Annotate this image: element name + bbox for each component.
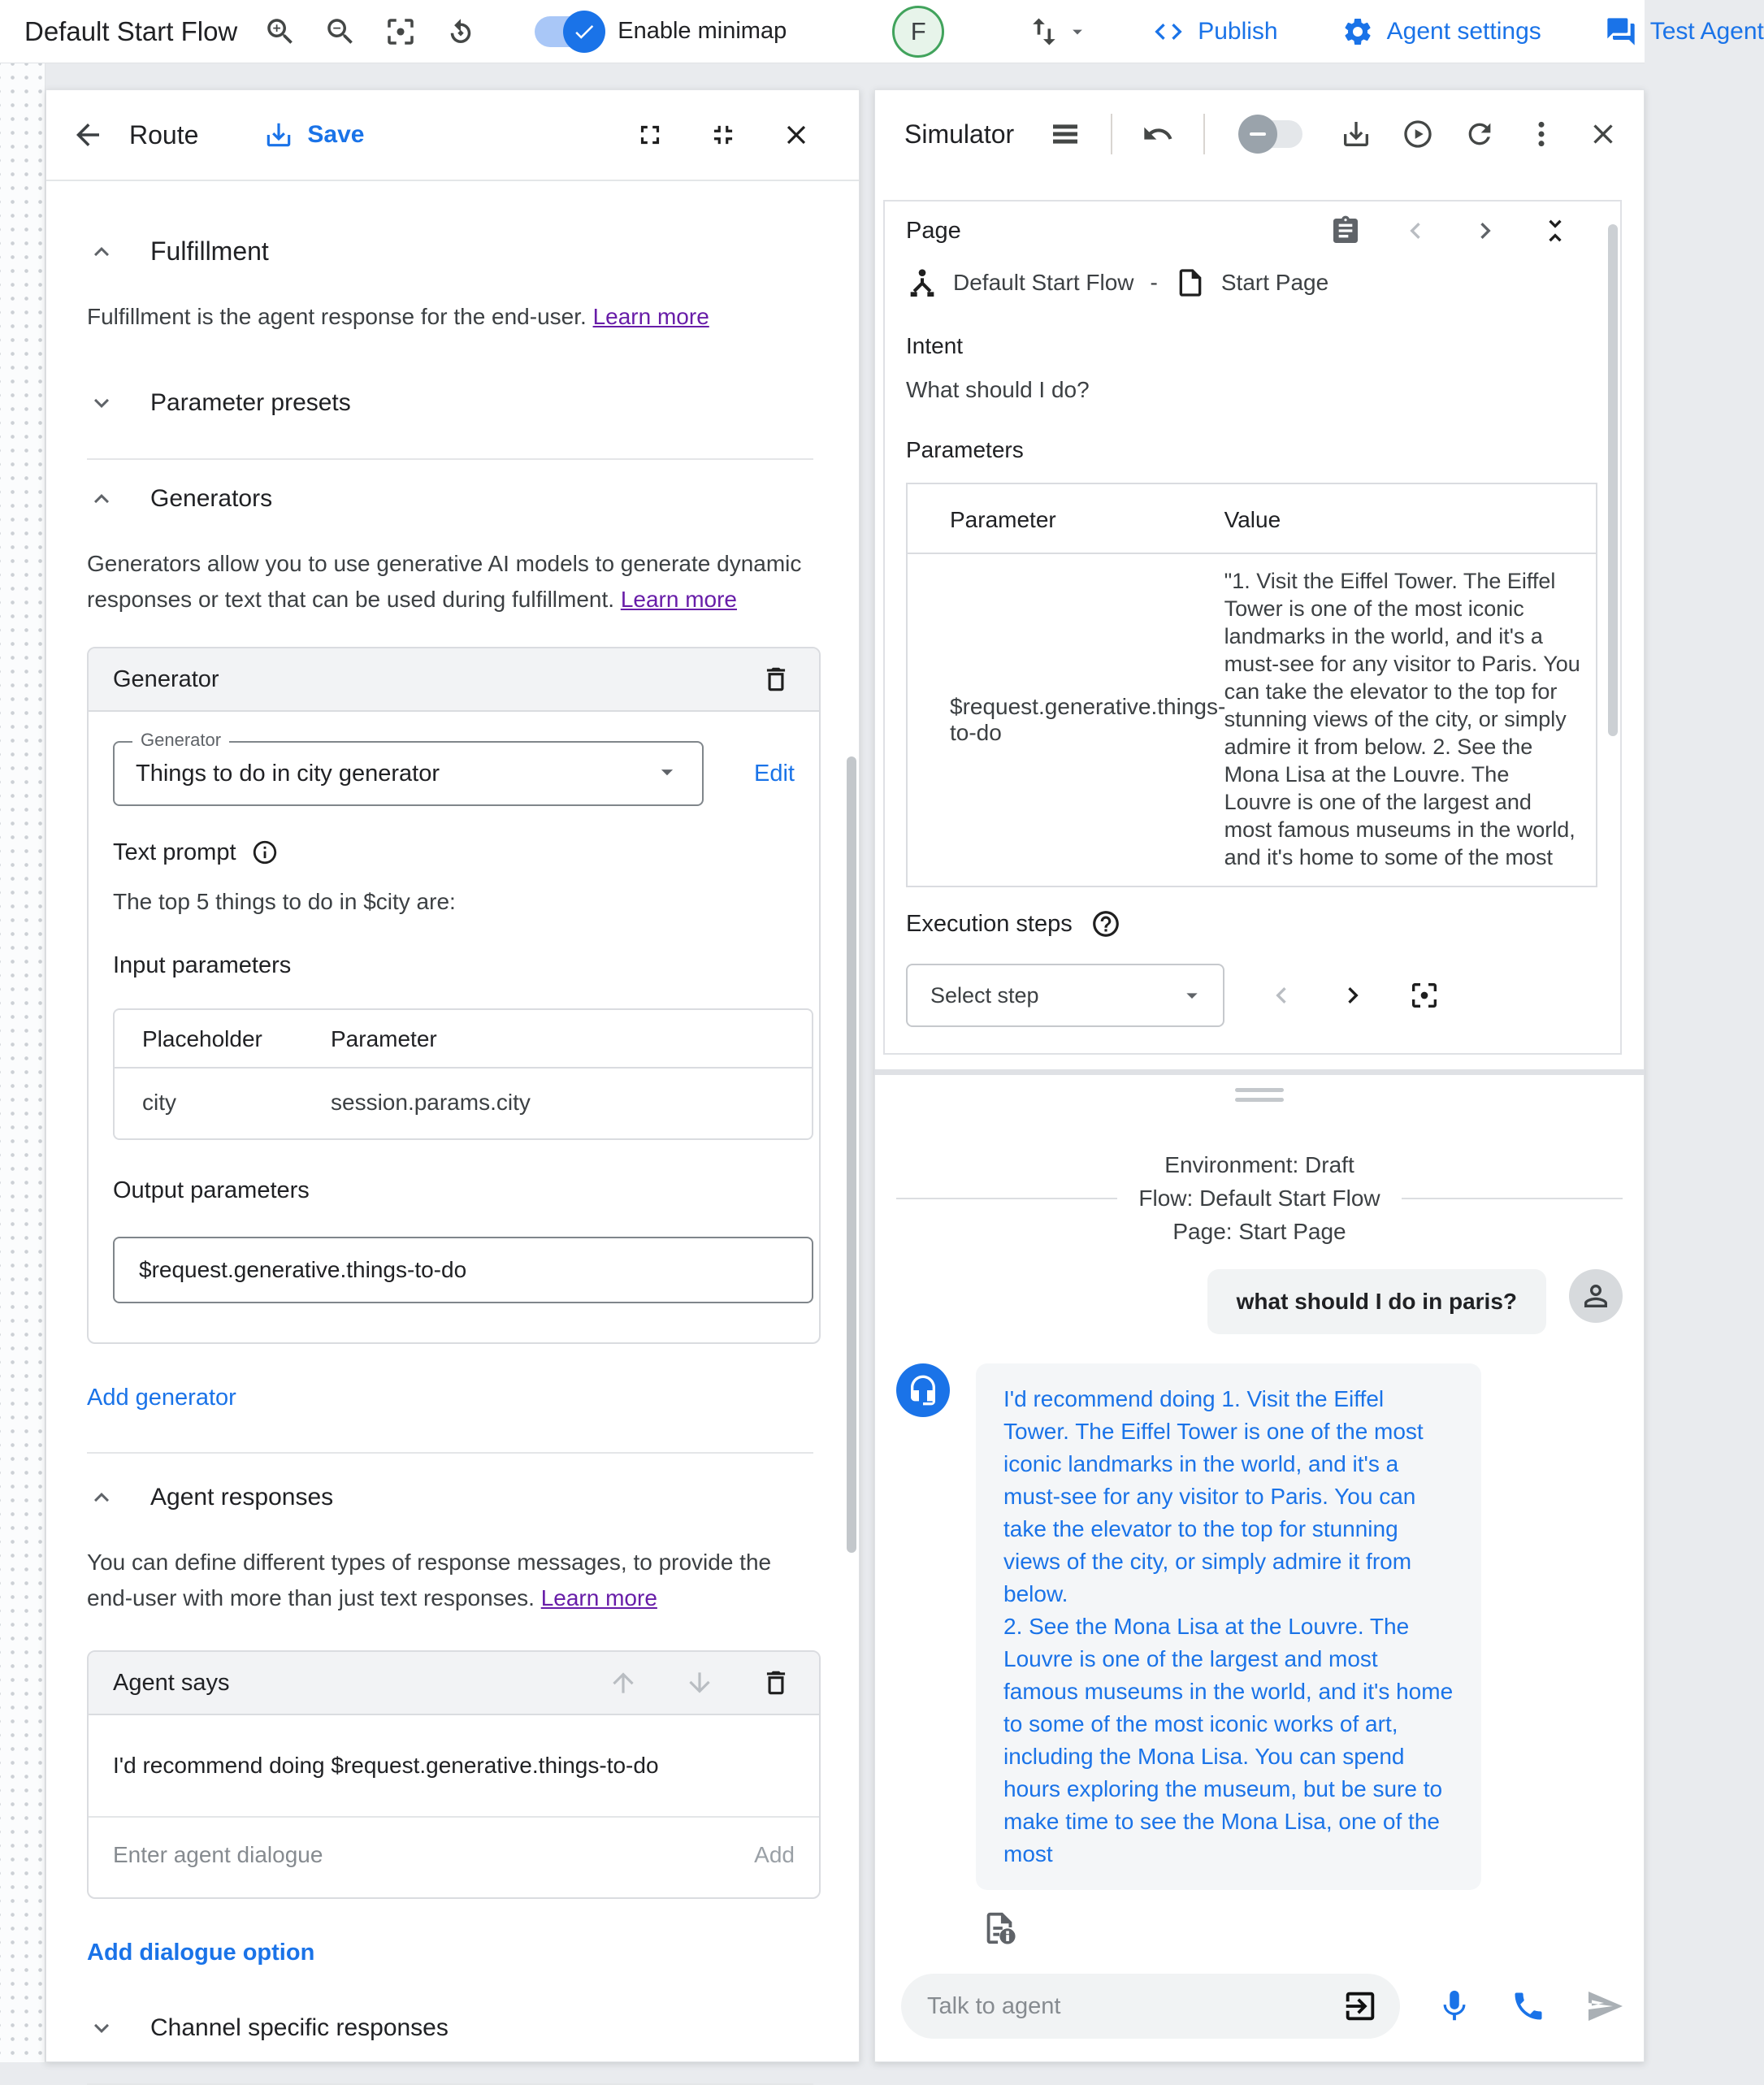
generators-section-header[interactable] xyxy=(87,484,813,514)
output-parameter-field[interactable]: $request.generative.things-to-do xyxy=(113,1237,813,1303)
gear-icon xyxy=(1341,15,1374,48)
phone-icon[interactable] xyxy=(1510,1988,1546,2024)
environment-line: Environment: Draft xyxy=(1164,1152,1354,1177)
zoom-out-icon[interactable] xyxy=(323,15,358,49)
collapse-icon[interactable] xyxy=(1539,215,1571,247)
chevron-down-icon xyxy=(87,2013,116,2043)
generator-card-header xyxy=(89,648,819,712)
input-table-col1-header: Placeholder xyxy=(142,1026,262,1051)
table-row xyxy=(908,554,1596,886)
avatar[interactable]: F xyxy=(892,6,944,58)
parameters-label: Parameters xyxy=(906,437,1024,462)
user-avatar xyxy=(1569,1269,1623,1323)
chevron-down-icon xyxy=(1066,20,1089,43)
output-parameters-label: Output parameters xyxy=(113,1177,310,1203)
dropdown-caret-icon xyxy=(1179,982,1205,1008)
simulator-toggle[interactable] xyxy=(1242,120,1302,148)
table-row[interactable] xyxy=(115,1069,812,1138)
page-icon xyxy=(1174,267,1207,299)
headset-icon xyxy=(907,1374,939,1407)
save-icon xyxy=(263,119,294,150)
generator-card-title: Generator xyxy=(113,665,219,692)
param-table-col2-header: Value xyxy=(1224,507,1281,532)
chevron-up-icon xyxy=(87,237,116,267)
agent-dialogue-input-row xyxy=(89,1818,819,1897)
route-panel xyxy=(46,89,860,2062)
response-info-button[interactable] xyxy=(981,1909,1623,1951)
agent-dialogue-value[interactable]: I'd recommend doing $request.generative.things-to-do xyxy=(89,1715,819,1818)
mic-icon[interactable] xyxy=(1436,1987,1473,2025)
chat-input-pill xyxy=(901,1974,1400,2039)
person-icon xyxy=(1579,1279,1613,1313)
page-card xyxy=(883,200,1622,1055)
agent-responses-heading: Agent responses xyxy=(150,1484,334,1511)
input-parameters-table xyxy=(113,1008,813,1140)
generator-select-value: Things to do in city generator xyxy=(136,760,440,787)
flow-icon xyxy=(906,267,938,299)
route-panel-title: Route xyxy=(129,119,199,150)
panel-splitter[interactable] xyxy=(874,1069,1645,1075)
clipboard-icon[interactable] xyxy=(1329,215,1362,247)
agent-says-title: Agent says xyxy=(113,1669,230,1696)
intent-label: Intent xyxy=(906,333,964,358)
send-icon[interactable] xyxy=(1585,1987,1624,2026)
channel-specific-section-header[interactable] xyxy=(87,2013,813,2043)
breadcrumb-separator: - xyxy=(1150,270,1158,295)
chat-input-row xyxy=(901,1974,1624,2039)
focus-step-icon[interactable] xyxy=(1408,979,1441,1012)
intent-value: What should I do? xyxy=(906,377,1090,402)
parameter-presets-section-header[interactable] xyxy=(87,388,813,418)
toolbar-divider xyxy=(1203,114,1205,154)
flow-canvas[interactable] xyxy=(0,63,46,2062)
talk-to-agent-input[interactable] xyxy=(927,1993,1341,2020)
parameters-table xyxy=(906,483,1597,887)
flow-title: Default Start Flow xyxy=(24,15,238,46)
generator-select[interactable] xyxy=(113,730,704,806)
publish-label: Publish xyxy=(1198,17,1278,45)
agent-says-card xyxy=(87,1650,821,1899)
play-icon[interactable] xyxy=(1402,118,1434,150)
agent-avatar xyxy=(896,1363,950,1417)
add-dialogue-option-button[interactable]: Add dialogue option xyxy=(87,1940,315,1966)
exit-fullscreen-icon[interactable] xyxy=(708,119,739,150)
section-divider xyxy=(87,458,813,460)
param-table-col1-header: Parameter xyxy=(950,507,1056,532)
environment-banner xyxy=(896,1148,1623,1248)
generator-card xyxy=(87,647,821,1344)
fulfillment-description xyxy=(87,299,813,335)
user-message-bubble: what should I do in paris? xyxy=(1207,1269,1546,1334)
generator-select-label: Generator xyxy=(132,730,229,751)
simulator-panel xyxy=(874,89,1645,2062)
topbar xyxy=(0,0,1764,63)
info-icon[interactable] xyxy=(251,839,279,866)
agent-responses-description-text: You can define different types of response messages, to provide the end-user with more than just text responses. xyxy=(87,1550,772,1610)
zoom-in-icon[interactable] xyxy=(263,15,297,49)
sort-direction-button[interactable] xyxy=(1025,14,1089,50)
save-label: Save xyxy=(307,121,365,148)
menu-icon[interactable] xyxy=(1049,118,1081,150)
fullscreen-icon[interactable] xyxy=(635,119,665,150)
select-step-dropdown[interactable] xyxy=(906,964,1224,1027)
move-up-icon[interactable] xyxy=(608,1667,639,1698)
text-prompt-label: Text prompt xyxy=(113,839,236,865)
page-line: Page: Start Page xyxy=(1172,1219,1346,1244)
input-parameter-cell: session.params.city xyxy=(331,1090,531,1115)
generators-description-text: Generators allow you to use generative AI models to generate dynamic responses or text that can be used during fulfillment. xyxy=(87,551,802,612)
minimap-toggle[interactable] xyxy=(535,16,601,47)
page-card-scrollbar-thumb[interactable] xyxy=(1608,224,1618,736)
breadcrumb-flow-name[interactable]: Default Start Flow xyxy=(953,270,1134,295)
param-value-cell: "1. Visit the Eiffel Tower. The Eiffel Tower is one of the most iconic landmarks in the world, and it's a must-see for any visitor to Paris. You can take the elevator to the top for stunning views of the city, or simply admire it from below. 2. See the Mona Lisa at the Louvre. The Louvre is one of the largest and most famous museums in the world, and it's home to some of the most xyxy=(1224,569,1580,869)
back-icon[interactable] xyxy=(71,118,105,152)
agent-message-bubble xyxy=(976,1363,1481,1890)
execution-steps-label: Execution steps xyxy=(906,910,1073,937)
fulfillment-description-text: Fulfillment is the agent response for the end-user. xyxy=(87,304,587,329)
drag-handle[interactable] xyxy=(1235,1088,1284,1108)
agent-responses-description xyxy=(87,1545,813,1616)
route-header xyxy=(46,90,859,181)
route-scrollbar-thumb[interactable] xyxy=(847,756,856,1553)
swap-vert-icon xyxy=(1025,14,1061,50)
select-step-placeholder: Select step xyxy=(930,982,1039,1008)
agent-message-part1: I'd recommend doing 1. Visit the Eiffel Tower. The Eiffel Tower is one of the most iconic landmarks in the world, and it's a must-see for any visitor to Paris. You can take the elevator to the top for stunning views of the city, or simply admire it from below. xyxy=(1003,1386,1424,1606)
add-dialogue-button[interactable]: Add xyxy=(754,1842,795,1867)
step-back-icon[interactable] xyxy=(1265,979,1298,1012)
fulfillment-heading: Fulfillment xyxy=(150,236,269,266)
kebab-menu-icon[interactable] xyxy=(1525,118,1558,150)
input-parameters-label: Input parameters xyxy=(113,952,292,978)
submit-input-icon[interactable] xyxy=(1341,1987,1379,2025)
close-icon[interactable] xyxy=(781,119,812,150)
chat-icon xyxy=(1605,15,1637,48)
add-generator-button[interactable]: Add generator xyxy=(87,1385,236,1411)
page-heading: Page xyxy=(906,217,961,244)
breadcrumb xyxy=(906,267,1612,299)
center-focus-icon[interactable] xyxy=(384,15,418,49)
fulfillment-learn-more-link[interactable]: Learn more xyxy=(592,304,709,329)
simulator-header xyxy=(875,90,1644,178)
user-message-row xyxy=(896,1269,1623,1334)
edit-generator-link[interactable]: Edit xyxy=(754,760,795,787)
step-forward-icon[interactable] xyxy=(1337,979,1369,1012)
refresh-icon[interactable] xyxy=(1463,118,1496,150)
test-agent-label: Test Agent xyxy=(1649,17,1764,45)
agent-message-row xyxy=(896,1363,1623,1890)
undo-icon[interactable] xyxy=(1142,118,1174,150)
test-agent-button[interactable] xyxy=(1605,15,1764,48)
fulfillment-section-header[interactable] xyxy=(87,236,813,267)
help-icon[interactable] xyxy=(1090,908,1121,939)
delete-icon[interactable] xyxy=(761,1667,791,1698)
dropdown-caret-icon xyxy=(653,758,681,786)
parameter-presets-label: Parameter presets xyxy=(150,389,351,416)
text-prompt-value: The top 5 things to do in $city are: xyxy=(113,889,456,914)
conversation-area xyxy=(896,1106,1623,1959)
agent-responses-section-header[interactable] xyxy=(87,1483,813,1512)
agent-says-header xyxy=(89,1652,819,1715)
next-page-icon[interactable] xyxy=(1469,215,1502,247)
route-content xyxy=(46,183,846,2061)
section-divider xyxy=(87,1452,813,1454)
save-conversation-icon[interactable] xyxy=(1340,118,1372,150)
breadcrumb-page-name[interactable]: Start Page xyxy=(1220,270,1329,295)
chevron-up-icon xyxy=(87,1483,116,1512)
prev-page-icon[interactable] xyxy=(1399,215,1432,247)
minus-icon xyxy=(1250,132,1266,136)
publish-button[interactable] xyxy=(1152,15,1277,48)
close-icon[interactable] xyxy=(1587,118,1619,150)
chevron-up-icon xyxy=(87,484,116,514)
flow-line: Flow: Default Start Flow xyxy=(1138,1186,1380,1211)
agent-settings-button[interactable] xyxy=(1341,15,1541,48)
save-button[interactable] xyxy=(263,119,364,150)
agent-responses-learn-more-link[interactable]: Learn more xyxy=(540,1585,657,1610)
reset-zoom-icon[interactable] xyxy=(444,15,478,49)
delete-icon[interactable] xyxy=(761,664,791,695)
chevron-down-icon xyxy=(87,388,116,418)
channel-specific-label: Channel specific responses xyxy=(150,2014,449,2041)
check-icon xyxy=(572,20,596,44)
param-name-cell: $request.generative.things-to-do xyxy=(950,694,1226,745)
code-icon xyxy=(1152,15,1185,48)
generators-learn-more-link[interactable]: Learn more xyxy=(620,587,737,612)
move-down-icon[interactable] xyxy=(684,1667,715,1698)
agent-settings-label: Agent settings xyxy=(1386,17,1541,45)
input-placeholder-cell: city xyxy=(142,1090,176,1115)
generators-heading: Generators xyxy=(150,485,273,512)
agent-dialogue-input[interactable] xyxy=(113,1842,730,1868)
simulator-title: Simulator xyxy=(904,119,1015,149)
toolbar-divider xyxy=(1111,114,1112,154)
minimap-label: Enable minimap xyxy=(618,18,787,44)
generators-description xyxy=(87,546,813,618)
input-table-col2-header: Parameter xyxy=(331,1026,437,1051)
agent-message-part2: 2. See the Mona Lisa at the Louvre. The Louvre is one of the largest and most famous museums in the world, and it's home to some of the most iconic works of art, including the Mona Lisa. You can spend hours exploring the museum, but be sure to make time to see the Mona Lisa, one of the most xyxy=(1003,1614,1454,1866)
file-info-icon xyxy=(981,1909,1018,1947)
